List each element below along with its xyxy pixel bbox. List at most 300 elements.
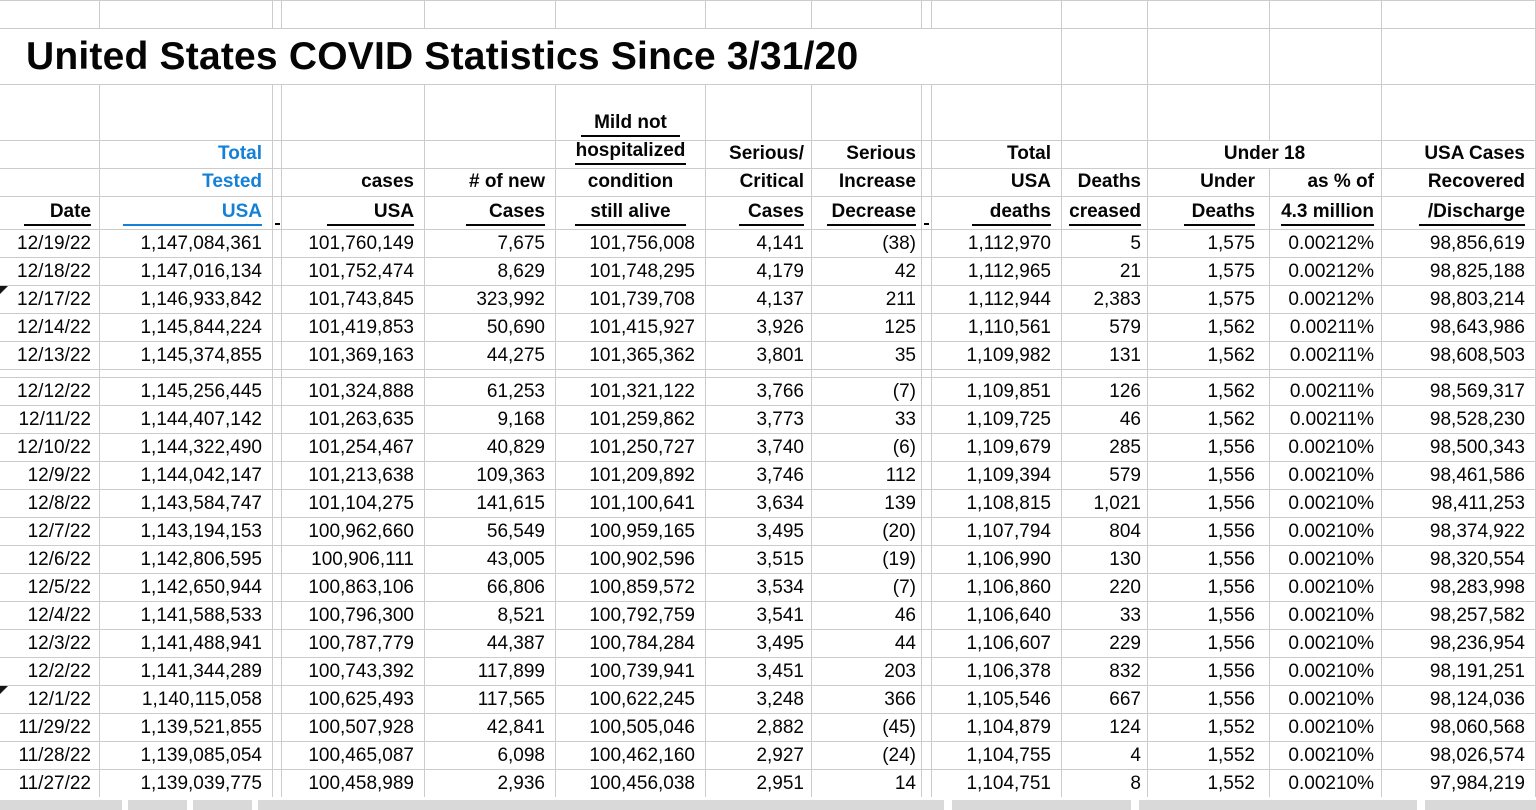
cell-deaths[interactable] xyxy=(932,230,1062,257)
spacer-cell[interactable] xyxy=(922,686,932,713)
empty-cell[interactable] xyxy=(425,1,556,28)
cell-serious-change[interactable] xyxy=(812,602,922,629)
spacer-cell[interactable] xyxy=(273,462,282,489)
cell-date[interactable] xyxy=(0,314,100,341)
cell-tested[interactable] xyxy=(100,602,273,629)
cell-deaths[interactable] xyxy=(932,406,1062,433)
cell-tested[interactable] xyxy=(100,770,273,797)
cell-cases[interactable] xyxy=(282,286,425,313)
spacer-cell[interactable] xyxy=(922,518,932,545)
cell-under18-deaths[interactable] xyxy=(1148,230,1270,257)
empty-cell[interactable] xyxy=(556,1,706,28)
spacer-cell[interactable] xyxy=(273,286,282,313)
cell-cases[interactable] xyxy=(282,602,425,629)
spacer-cell[interactable] xyxy=(273,602,282,629)
cell-new-cases[interactable] xyxy=(425,490,556,517)
spacer-cell[interactable] xyxy=(922,1,932,28)
cell-serious-change[interactable] xyxy=(812,434,922,461)
cell-new-cases[interactable] xyxy=(425,230,556,257)
cell-mild[interactable] xyxy=(556,378,706,405)
cell-cases[interactable] xyxy=(282,686,425,713)
spacer-cell[interactable] xyxy=(922,714,932,741)
cell-recovered[interactable] xyxy=(1382,602,1536,629)
cell-serious-change[interactable] xyxy=(812,630,922,657)
cell-date[interactable] xyxy=(0,602,100,629)
cell-deaths[interactable] xyxy=(932,258,1062,285)
empty-cell[interactable] xyxy=(1382,85,1536,140)
cell-cases[interactable] xyxy=(282,342,425,369)
empty-cell[interactable] xyxy=(282,1,425,28)
cell-date[interactable] xyxy=(0,518,100,545)
cell-date[interactable] xyxy=(0,462,100,489)
cell-deaths[interactable] xyxy=(932,342,1062,369)
cell-under18-deaths[interactable] xyxy=(1148,546,1270,573)
cell-under18-deaths[interactable] xyxy=(1148,286,1270,313)
header-mild[interactable] xyxy=(556,169,706,196)
cell-under18-deaths[interactable] xyxy=(1148,686,1270,713)
cell-recovered[interactable] xyxy=(1382,686,1536,713)
cell-cases[interactable] xyxy=(282,314,425,341)
header-serious-change[interactable] xyxy=(812,169,922,196)
cell-deaths[interactable] xyxy=(932,434,1062,461)
header-under18-deaths[interactable] xyxy=(1148,169,1270,196)
header-date[interactable] xyxy=(0,197,100,229)
cell-serious[interactable] xyxy=(706,770,812,797)
cell-under18-pct[interactable] xyxy=(1270,770,1382,797)
cell-tested[interactable] xyxy=(100,742,273,769)
cell-deaths-increased[interactable] xyxy=(1062,742,1148,769)
cell-recovered[interactable] xyxy=(1382,546,1536,573)
cell-deaths[interactable] xyxy=(932,714,1062,741)
cell-mild[interactable] xyxy=(556,342,706,369)
cell-serious[interactable] xyxy=(706,406,812,433)
cell-deaths[interactable] xyxy=(932,518,1062,545)
cell-deaths-increased[interactable] xyxy=(1062,518,1148,545)
cell-mild[interactable] xyxy=(556,490,706,517)
empty-cell[interactable] xyxy=(1382,29,1536,84)
cell-under18-deaths[interactable] xyxy=(1148,342,1270,369)
empty-cell[interactable] xyxy=(1148,29,1270,84)
cell-new-cases[interactable] xyxy=(425,546,556,573)
cell-under18-deaths[interactable] xyxy=(1148,258,1270,285)
cell-date[interactable] xyxy=(0,490,100,517)
cell-mild[interactable] xyxy=(556,230,706,257)
empty-cell[interactable] xyxy=(282,85,425,140)
empty-cell[interactable] xyxy=(1270,370,1382,377)
header-mild[interactable] xyxy=(556,197,706,229)
spacer-cell[interactable] xyxy=(922,169,932,196)
cell-date[interactable] xyxy=(0,714,100,741)
cell-serious-change[interactable] xyxy=(812,286,922,313)
header-deaths[interactable] xyxy=(932,197,1062,229)
cell-deaths[interactable] xyxy=(932,490,1062,517)
cell-recovered[interactable] xyxy=(1382,462,1536,489)
cell-under18-deaths[interactable] xyxy=(1148,714,1270,741)
cell-serious-change[interactable] xyxy=(812,658,922,685)
cell-serious[interactable] xyxy=(706,286,812,313)
header-mild[interactable] xyxy=(556,85,706,140)
cell-deaths[interactable] xyxy=(932,314,1062,341)
cell-serious[interactable] xyxy=(706,434,812,461)
spacer-cell[interactable] xyxy=(273,490,282,517)
cell-deaths-increased[interactable] xyxy=(1062,658,1148,685)
cell-tested[interactable] xyxy=(100,490,273,517)
empty-cell[interactable] xyxy=(812,1,922,28)
empty-cell[interactable] xyxy=(1382,1,1536,28)
spacer-cell[interactable] xyxy=(922,230,932,257)
comment-flag-icon[interactable] xyxy=(0,686,11,694)
cell-date[interactable] xyxy=(0,630,100,657)
cell-under18-pct[interactable] xyxy=(1270,434,1382,461)
cell-recovered[interactable] xyxy=(1382,258,1536,285)
cell-deaths-increased[interactable] xyxy=(1062,434,1148,461)
header-serious-change[interactable] xyxy=(812,141,922,168)
cell-under18-deaths[interactable] xyxy=(1148,462,1270,489)
cell-date[interactable] xyxy=(0,378,100,405)
cell-cases[interactable] xyxy=(282,378,425,405)
empty-cell[interactable] xyxy=(425,370,556,377)
spacer-cell[interactable] xyxy=(922,286,932,313)
cell-date[interactable] xyxy=(0,434,100,461)
cell-date[interactable] xyxy=(0,342,100,369)
cell-date[interactable] xyxy=(0,258,100,285)
cell-deaths-increased[interactable] xyxy=(1062,574,1148,601)
cell-under18-pct[interactable] xyxy=(1270,314,1382,341)
empty-cell[interactable] xyxy=(706,370,812,377)
cell-deaths[interactable] xyxy=(932,602,1062,629)
cell-mild[interactable] xyxy=(556,258,706,285)
empty-cell[interactable] xyxy=(1148,1,1270,28)
header-under18-pct[interactable] xyxy=(1270,197,1382,229)
cell-new-cases[interactable] xyxy=(425,314,556,341)
cell-under18-pct[interactable] xyxy=(1270,686,1382,713)
empty-cell[interactable] xyxy=(932,1,1062,28)
cell-recovered[interactable] xyxy=(1382,714,1536,741)
cell-tested[interactable] xyxy=(100,462,273,489)
spacer-cell[interactable] xyxy=(273,434,282,461)
cell-date[interactable] xyxy=(0,286,100,313)
cell-mild[interactable] xyxy=(556,686,706,713)
cell-tested[interactable] xyxy=(100,378,273,405)
header-serious-change[interactable] xyxy=(812,197,922,229)
cell-tested[interactable] xyxy=(100,630,273,657)
cell-under18-pct[interactable] xyxy=(1270,574,1382,601)
cell-tested[interactable] xyxy=(100,686,273,713)
cell-deaths-increased[interactable] xyxy=(1062,714,1148,741)
spacer-cell[interactable] xyxy=(273,658,282,685)
empty-cell[interactable] xyxy=(1062,1,1148,28)
spacer-cell[interactable] xyxy=(273,197,282,229)
spacer-cell[interactable] xyxy=(273,630,282,657)
cell-tested[interactable] xyxy=(100,230,273,257)
cell-deaths-increased[interactable] xyxy=(1062,630,1148,657)
cell-date[interactable] xyxy=(0,230,100,257)
cell-serious-change[interactable] xyxy=(812,714,922,741)
cell-tested[interactable] xyxy=(100,314,273,341)
cell-new-cases[interactable] xyxy=(425,686,556,713)
cell-new-cases[interactable] xyxy=(425,406,556,433)
spacer-cell[interactable] xyxy=(273,378,282,405)
cell-mild[interactable] xyxy=(556,518,706,545)
cell-recovered[interactable] xyxy=(1382,314,1536,341)
cell-cases[interactable] xyxy=(282,434,425,461)
cell-cases[interactable] xyxy=(282,714,425,741)
cell-serious[interactable] xyxy=(706,378,812,405)
spacer-cell[interactable] xyxy=(273,141,282,168)
cell-under18-pct[interactable] xyxy=(1270,658,1382,685)
cell-date[interactable] xyxy=(0,742,100,769)
cell-tested[interactable] xyxy=(100,658,273,685)
empty-cell[interactable] xyxy=(922,370,932,377)
cell-mild[interactable] xyxy=(556,658,706,685)
empty-cell[interactable] xyxy=(932,370,1062,377)
cell-date[interactable] xyxy=(0,546,100,573)
empty-cell[interactable] xyxy=(273,370,282,377)
spacer-cell[interactable] xyxy=(922,658,932,685)
cell-date[interactable] xyxy=(0,406,100,433)
cell-recovered[interactable] xyxy=(1382,770,1536,797)
cell-serious[interactable] xyxy=(706,602,812,629)
cell-cases[interactable] xyxy=(282,258,425,285)
cell-tested[interactable] xyxy=(100,714,273,741)
empty-cell[interactable] xyxy=(425,141,556,168)
cell-recovered[interactable] xyxy=(1382,518,1536,545)
header-under18-pct[interactable] xyxy=(1270,169,1382,196)
empty-cell[interactable] xyxy=(1062,85,1148,140)
header-under-18[interactable] xyxy=(1148,141,1382,168)
cell-under18-deaths[interactable] xyxy=(1148,770,1270,797)
cell-under18-pct[interactable] xyxy=(1270,378,1382,405)
cell-cases[interactable] xyxy=(282,230,425,257)
empty-cell[interactable] xyxy=(1062,29,1148,84)
header-recovered[interactable] xyxy=(1382,197,1536,229)
spacer-cell[interactable] xyxy=(922,742,932,769)
cell-deaths-increased[interactable] xyxy=(1062,462,1148,489)
header-serious[interactable] xyxy=(706,197,812,229)
cell-serious[interactable] xyxy=(706,574,812,601)
spacer-cell[interactable] xyxy=(922,602,932,629)
empty-cell[interactable] xyxy=(706,85,812,140)
spacer-cell[interactable] xyxy=(273,406,282,433)
empty-cell[interactable] xyxy=(706,1,812,28)
header-new-cases[interactable] xyxy=(425,197,556,229)
cell-recovered[interactable] xyxy=(1382,574,1536,601)
cell-deaths[interactable] xyxy=(932,770,1062,797)
spacer-cell[interactable] xyxy=(922,770,932,797)
empty-cell[interactable] xyxy=(812,85,922,140)
cell-deaths-increased[interactable] xyxy=(1062,378,1148,405)
cell-recovered[interactable] xyxy=(1382,742,1536,769)
cell-under18-pct[interactable] xyxy=(1270,462,1382,489)
spacer-cell[interactable] xyxy=(273,342,282,369)
empty-cell[interactable] xyxy=(0,141,100,168)
cell-new-cases[interactable] xyxy=(425,462,556,489)
header-new-cases[interactable] xyxy=(425,169,556,196)
cell-tested[interactable] xyxy=(100,574,273,601)
empty-cell[interactable] xyxy=(425,85,556,140)
spacer-cell[interactable] xyxy=(922,378,932,405)
cell-mild[interactable] xyxy=(556,314,706,341)
cell-serious[interactable] xyxy=(706,546,812,573)
cell-new-cases[interactable] xyxy=(425,714,556,741)
cell-serious-change[interactable] xyxy=(812,490,922,517)
spacer-cell[interactable] xyxy=(273,574,282,601)
spacer-cell[interactable] xyxy=(922,462,932,489)
header-tested[interactable] xyxy=(100,197,273,229)
cell-under18-pct[interactable] xyxy=(1270,518,1382,545)
cell-recovered[interactable] xyxy=(1382,378,1536,405)
cell-deaths-increased[interactable] xyxy=(1062,770,1148,797)
cell-serious[interactable] xyxy=(706,314,812,341)
cell-mild[interactable] xyxy=(556,714,706,741)
spacer-cell[interactable] xyxy=(922,85,932,140)
cell-deaths[interactable] xyxy=(932,462,1062,489)
cell-deaths-increased[interactable] xyxy=(1062,286,1148,313)
cell-mild[interactable] xyxy=(556,742,706,769)
comment-flag-icon[interactable] xyxy=(0,286,11,294)
cell-under18-deaths[interactable] xyxy=(1148,378,1270,405)
cell-under18-pct[interactable] xyxy=(1270,742,1382,769)
spacer-cell[interactable] xyxy=(273,258,282,285)
cell-under18-deaths[interactable] xyxy=(1148,490,1270,517)
cell-serious-change[interactable] xyxy=(812,258,922,285)
spacer-cell[interactable] xyxy=(273,518,282,545)
cell-tested[interactable] xyxy=(100,406,273,433)
cell-serious-change[interactable] xyxy=(812,342,922,369)
spacer-cell[interactable] xyxy=(273,230,282,257)
cell-new-cases[interactable] xyxy=(425,378,556,405)
cell-date[interactable] xyxy=(0,686,100,713)
cell-under18-pct[interactable] xyxy=(1270,490,1382,517)
cell-recovered[interactable] xyxy=(1382,434,1536,461)
cell-serious[interactable] xyxy=(706,342,812,369)
cell-new-cases[interactable] xyxy=(425,258,556,285)
cell-under18-pct[interactable] xyxy=(1270,258,1382,285)
cell-under18-deaths[interactable] xyxy=(1148,406,1270,433)
cell-date[interactable] xyxy=(0,658,100,685)
cell-recovered[interactable] xyxy=(1382,406,1536,433)
spacer-cell[interactable] xyxy=(922,546,932,573)
cell-recovered[interactable] xyxy=(1382,630,1536,657)
empty-cell[interactable] xyxy=(556,370,706,377)
cell-tested[interactable] xyxy=(100,518,273,545)
empty-cell[interactable] xyxy=(1148,370,1270,377)
cell-cases[interactable] xyxy=(282,490,425,517)
empty-cell[interactable] xyxy=(932,85,1062,140)
cell-deaths[interactable] xyxy=(932,546,1062,573)
cell-serious-change[interactable] xyxy=(812,314,922,341)
cell-cases[interactable] xyxy=(282,406,425,433)
cell-under18-deaths[interactable] xyxy=(1148,602,1270,629)
empty-cell[interactable] xyxy=(1270,1,1382,28)
empty-cell[interactable] xyxy=(812,370,922,377)
empty-cell[interactable] xyxy=(1062,141,1148,168)
cell-under18-pct[interactable] xyxy=(1270,714,1382,741)
spacer-cell[interactable] xyxy=(273,546,282,573)
spacer-cell[interactable] xyxy=(922,314,932,341)
cell-tested[interactable] xyxy=(100,434,273,461)
empty-cell[interactable] xyxy=(1382,370,1536,377)
cell-under18-deaths[interactable] xyxy=(1148,630,1270,657)
cell-deaths[interactable] xyxy=(932,742,1062,769)
cell-mild[interactable] xyxy=(556,406,706,433)
cell-tested[interactable] xyxy=(100,286,273,313)
cell-tested[interactable] xyxy=(100,258,273,285)
header-tested[interactable] xyxy=(100,169,273,196)
cell-under18-deaths[interactable] xyxy=(1148,518,1270,545)
cell-recovered[interactable] xyxy=(1382,658,1536,685)
empty-cell[interactable] xyxy=(1270,85,1382,140)
cell-deaths[interactable] xyxy=(932,630,1062,657)
cell-new-cases[interactable] xyxy=(425,658,556,685)
cell-serious-change[interactable] xyxy=(812,546,922,573)
cell-serious[interactable] xyxy=(706,490,812,517)
header-deaths[interactable] xyxy=(932,141,1062,168)
spacer-cell[interactable] xyxy=(922,406,932,433)
spacer-cell[interactable] xyxy=(922,342,932,369)
cell-deaths[interactable] xyxy=(932,378,1062,405)
empty-cell[interactable] xyxy=(100,370,273,377)
cell-under18-deaths[interactable] xyxy=(1148,742,1270,769)
cell-date[interactable] xyxy=(0,574,100,601)
cell-mild[interactable] xyxy=(556,770,706,797)
cell-serious-change[interactable] xyxy=(812,518,922,545)
header-deaths-increased[interactable] xyxy=(1062,197,1148,229)
spacer-cell[interactable] xyxy=(273,770,282,797)
empty-cell[interactable] xyxy=(0,169,100,196)
cell-new-cases[interactable] xyxy=(425,742,556,769)
spacer-cell[interactable] xyxy=(273,686,282,713)
spacer-cell[interactable] xyxy=(273,1,282,28)
cell-cases[interactable] xyxy=(282,630,425,657)
header-tested[interactable] xyxy=(100,141,273,168)
cell-cases[interactable] xyxy=(282,658,425,685)
spacer-cell[interactable] xyxy=(922,434,932,461)
empty-cell[interactable] xyxy=(1270,29,1382,84)
cell-cases[interactable] xyxy=(282,518,425,545)
cell-deaths[interactable] xyxy=(932,686,1062,713)
cell-recovered[interactable] xyxy=(1382,230,1536,257)
cell-serious-change[interactable] xyxy=(812,230,922,257)
cell-serious-change[interactable] xyxy=(812,462,922,489)
spacer-cell[interactable] xyxy=(273,169,282,196)
cell-serious-change[interactable] xyxy=(812,378,922,405)
header-mild[interactable] xyxy=(556,141,706,168)
spacer-cell[interactable] xyxy=(273,85,282,140)
empty-cell[interactable] xyxy=(0,370,100,377)
cell-cases[interactable] xyxy=(282,574,425,601)
cell-new-cases[interactable] xyxy=(425,574,556,601)
cell-under18-pct[interactable] xyxy=(1270,630,1382,657)
empty-cell[interactable] xyxy=(100,1,273,28)
empty-cell[interactable] xyxy=(100,85,273,140)
cell-new-cases[interactable] xyxy=(425,286,556,313)
cell-under18-pct[interactable] xyxy=(1270,406,1382,433)
empty-cell[interactable] xyxy=(282,141,425,168)
cell-under18-deaths[interactable] xyxy=(1148,314,1270,341)
cell-under18-deaths[interactable] xyxy=(1148,574,1270,601)
cell-mild[interactable] xyxy=(556,462,706,489)
page-title[interactable] xyxy=(0,29,1062,84)
cell-mild[interactable] xyxy=(556,602,706,629)
cell-deaths-increased[interactable] xyxy=(1062,406,1148,433)
cell-serious[interactable] xyxy=(706,742,812,769)
cell-serious[interactable] xyxy=(706,230,812,257)
cell-deaths-increased[interactable] xyxy=(1062,490,1148,517)
spacer-cell[interactable] xyxy=(922,574,932,601)
cell-deaths-increased[interactable] xyxy=(1062,342,1148,369)
cell-serious[interactable] xyxy=(706,462,812,489)
